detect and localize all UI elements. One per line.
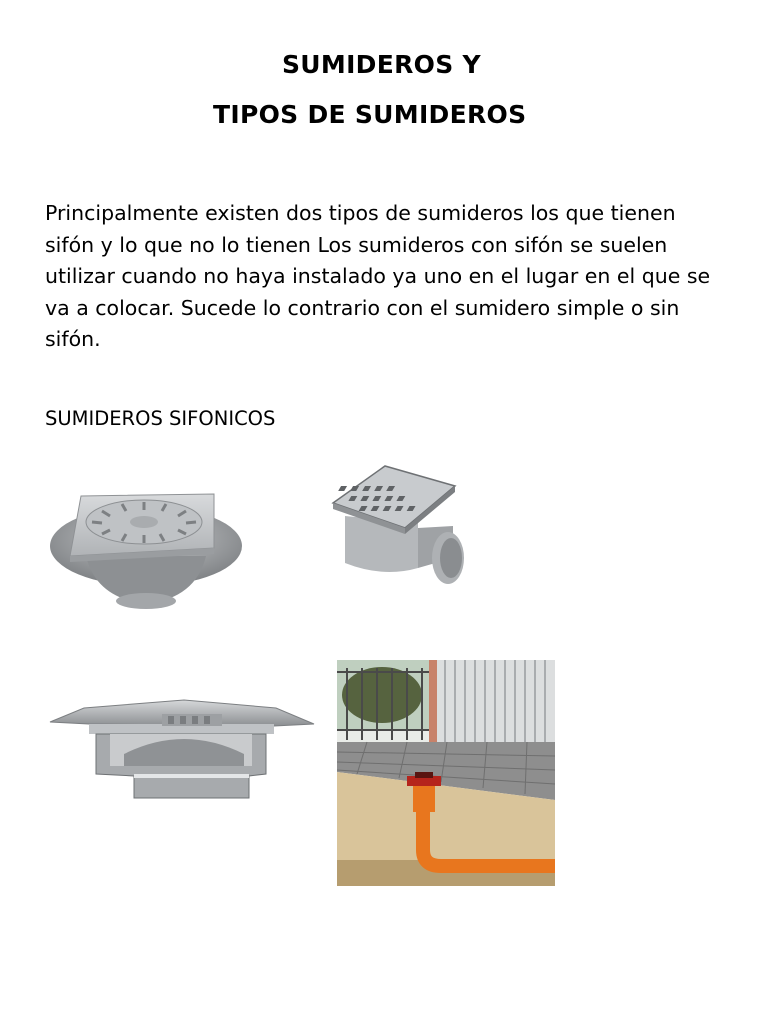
title-line-2: TIPOS DE SUMIDEROS [213, 100, 527, 129]
title-line-1: SUMIDEROS Y [282, 50, 481, 79]
square-grate-floor-drain-icon [46, 486, 246, 611]
intro-paragraph: Principalmente existen dos tipos de sumideros los que tienen sifón y lo que no lo tienen Los sumideros con sifón se suelen utilizar cuando no haya instalado ya uno en el lugar en el que se va a colocar. Sucede lo contrario con el sumidero simple o sin sifón. [45, 201, 711, 351]
drain-cross-section-icon [44, 690, 319, 808]
section-heading: SUMIDEROS SIFONICOS [45, 407, 276, 430]
pavement-drain-installation-icon [337, 660, 555, 886]
stainless-grid-drain-with-outlet-icon [323, 448, 478, 608]
